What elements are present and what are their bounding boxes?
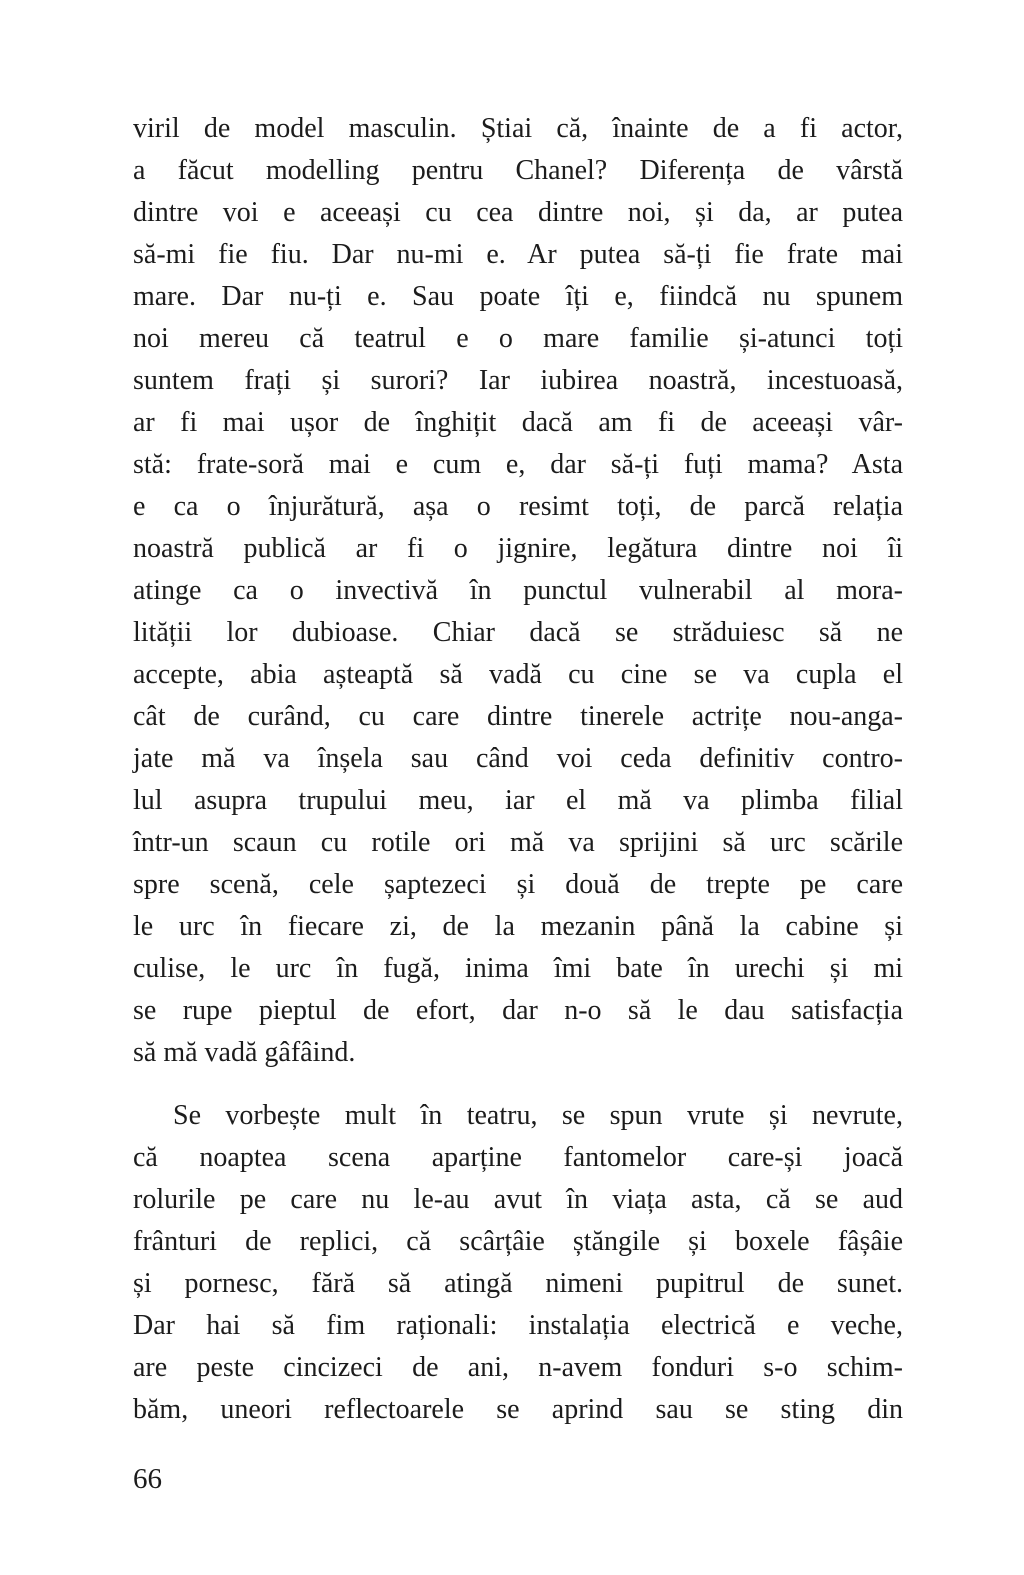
text-line: suntem frați și surori? Iar iubirea noastră, incestuoasă, — [133, 365, 903, 396]
text-line: lității lor dubioase. Chiar dacă se străduiesc să ne — [133, 617, 903, 648]
text-line: lul asupra trupului meu, iar el mă va plimba filial — [133, 785, 903, 816]
text-line: noi mereu că teatrul e o mare familie și-atunci toți — [133, 323, 903, 354]
text-line: Dar hai să fim raționali: instalația electrică e veche, — [133, 1310, 903, 1341]
text-line: stă: frate-soră mai e cum e, dar să-ți fuți mama? Asta — [133, 449, 903, 480]
text-line: și pornesc, fără să atingă nimeni pupitrul de sunet. — [133, 1268, 903, 1299]
text-line: e ca o înjurătură, așa o resimt toți, de parcă relația — [133, 491, 903, 522]
text-line: culise, le urc în fugă, inima îmi bate în urechi și mi — [133, 953, 903, 984]
text-block — [133, 108, 903, 1431]
text-line: Se vorbește mult în teatru, se spun vrute și nevrute, — [173, 1100, 903, 1131]
text-line: a făcut modelling pentru Chanel? Diferența de vârstă — [133, 155, 903, 186]
text-line: dintre voi e aceeași cu cea dintre noi, și da, ar putea — [133, 197, 903, 228]
paragraph — [133, 108, 903, 1074]
text-line: ar fi mai ușor de înghițit dacă am fi de aceeași vâr- — [133, 407, 903, 438]
text-line: atinge ca o invectivă în punctul vulnerabil al mora- — [133, 575, 903, 606]
text-line: să mă vadă gâfâind. — [133, 1037, 356, 1068]
text-line: într-un scaun cu rotile ori mă va sprijini să urc scările — [133, 827, 903, 858]
text-line: să-mi fie fiu. Dar nu-mi e. Ar putea să-ți fie frate mai — [133, 239, 903, 270]
text-line: are peste cincizeci de ani, n-avem fonduri s-o schim- — [133, 1352, 903, 1383]
text-line: noastră publică ar fi o jignire, legătura dintre noi îi — [133, 533, 903, 564]
text-line: jate mă va înșela sau când voi ceda definitiv contro- — [133, 743, 903, 774]
text-line: se rupe pieptul de efort, dar n-o să le dau satisfacția — [133, 995, 903, 1026]
text-line: frânturi de replici, că scârțâie ștăngile și boxele fâșâie — [133, 1226, 903, 1257]
paragraph — [133, 1095, 903, 1431]
text-line: rolurile pe care nu le-au avut în viața asta, că se aud — [133, 1184, 903, 1215]
text-line: le urc în fiecare zi, de la mezanin până la cabine și — [133, 911, 903, 942]
text-line: spre scenă, cele șaptezeci și două de trepte pe care — [133, 869, 903, 900]
text-line: băm, uneori reflectoarele se aprind sau se sting din — [133, 1394, 903, 1425]
text-line: cât de curând, cu care dintre tinerele actrițe nou-anga- — [133, 701, 903, 732]
text-line: accepte, abia așteaptă să vadă cu cine se va cupla el — [133, 659, 903, 690]
text-line: mare. Dar nu-ți e. Sau poate îți e, fiindcă nu spunem — [133, 281, 903, 312]
page-number: 66 — [133, 1463, 162, 1495]
text-line: viril de model masculin. Știai că, înainte de a fi actor, — [133, 113, 903, 144]
text-line: că noaptea scena aparține fantomelor care-și joacă — [133, 1142, 903, 1173]
